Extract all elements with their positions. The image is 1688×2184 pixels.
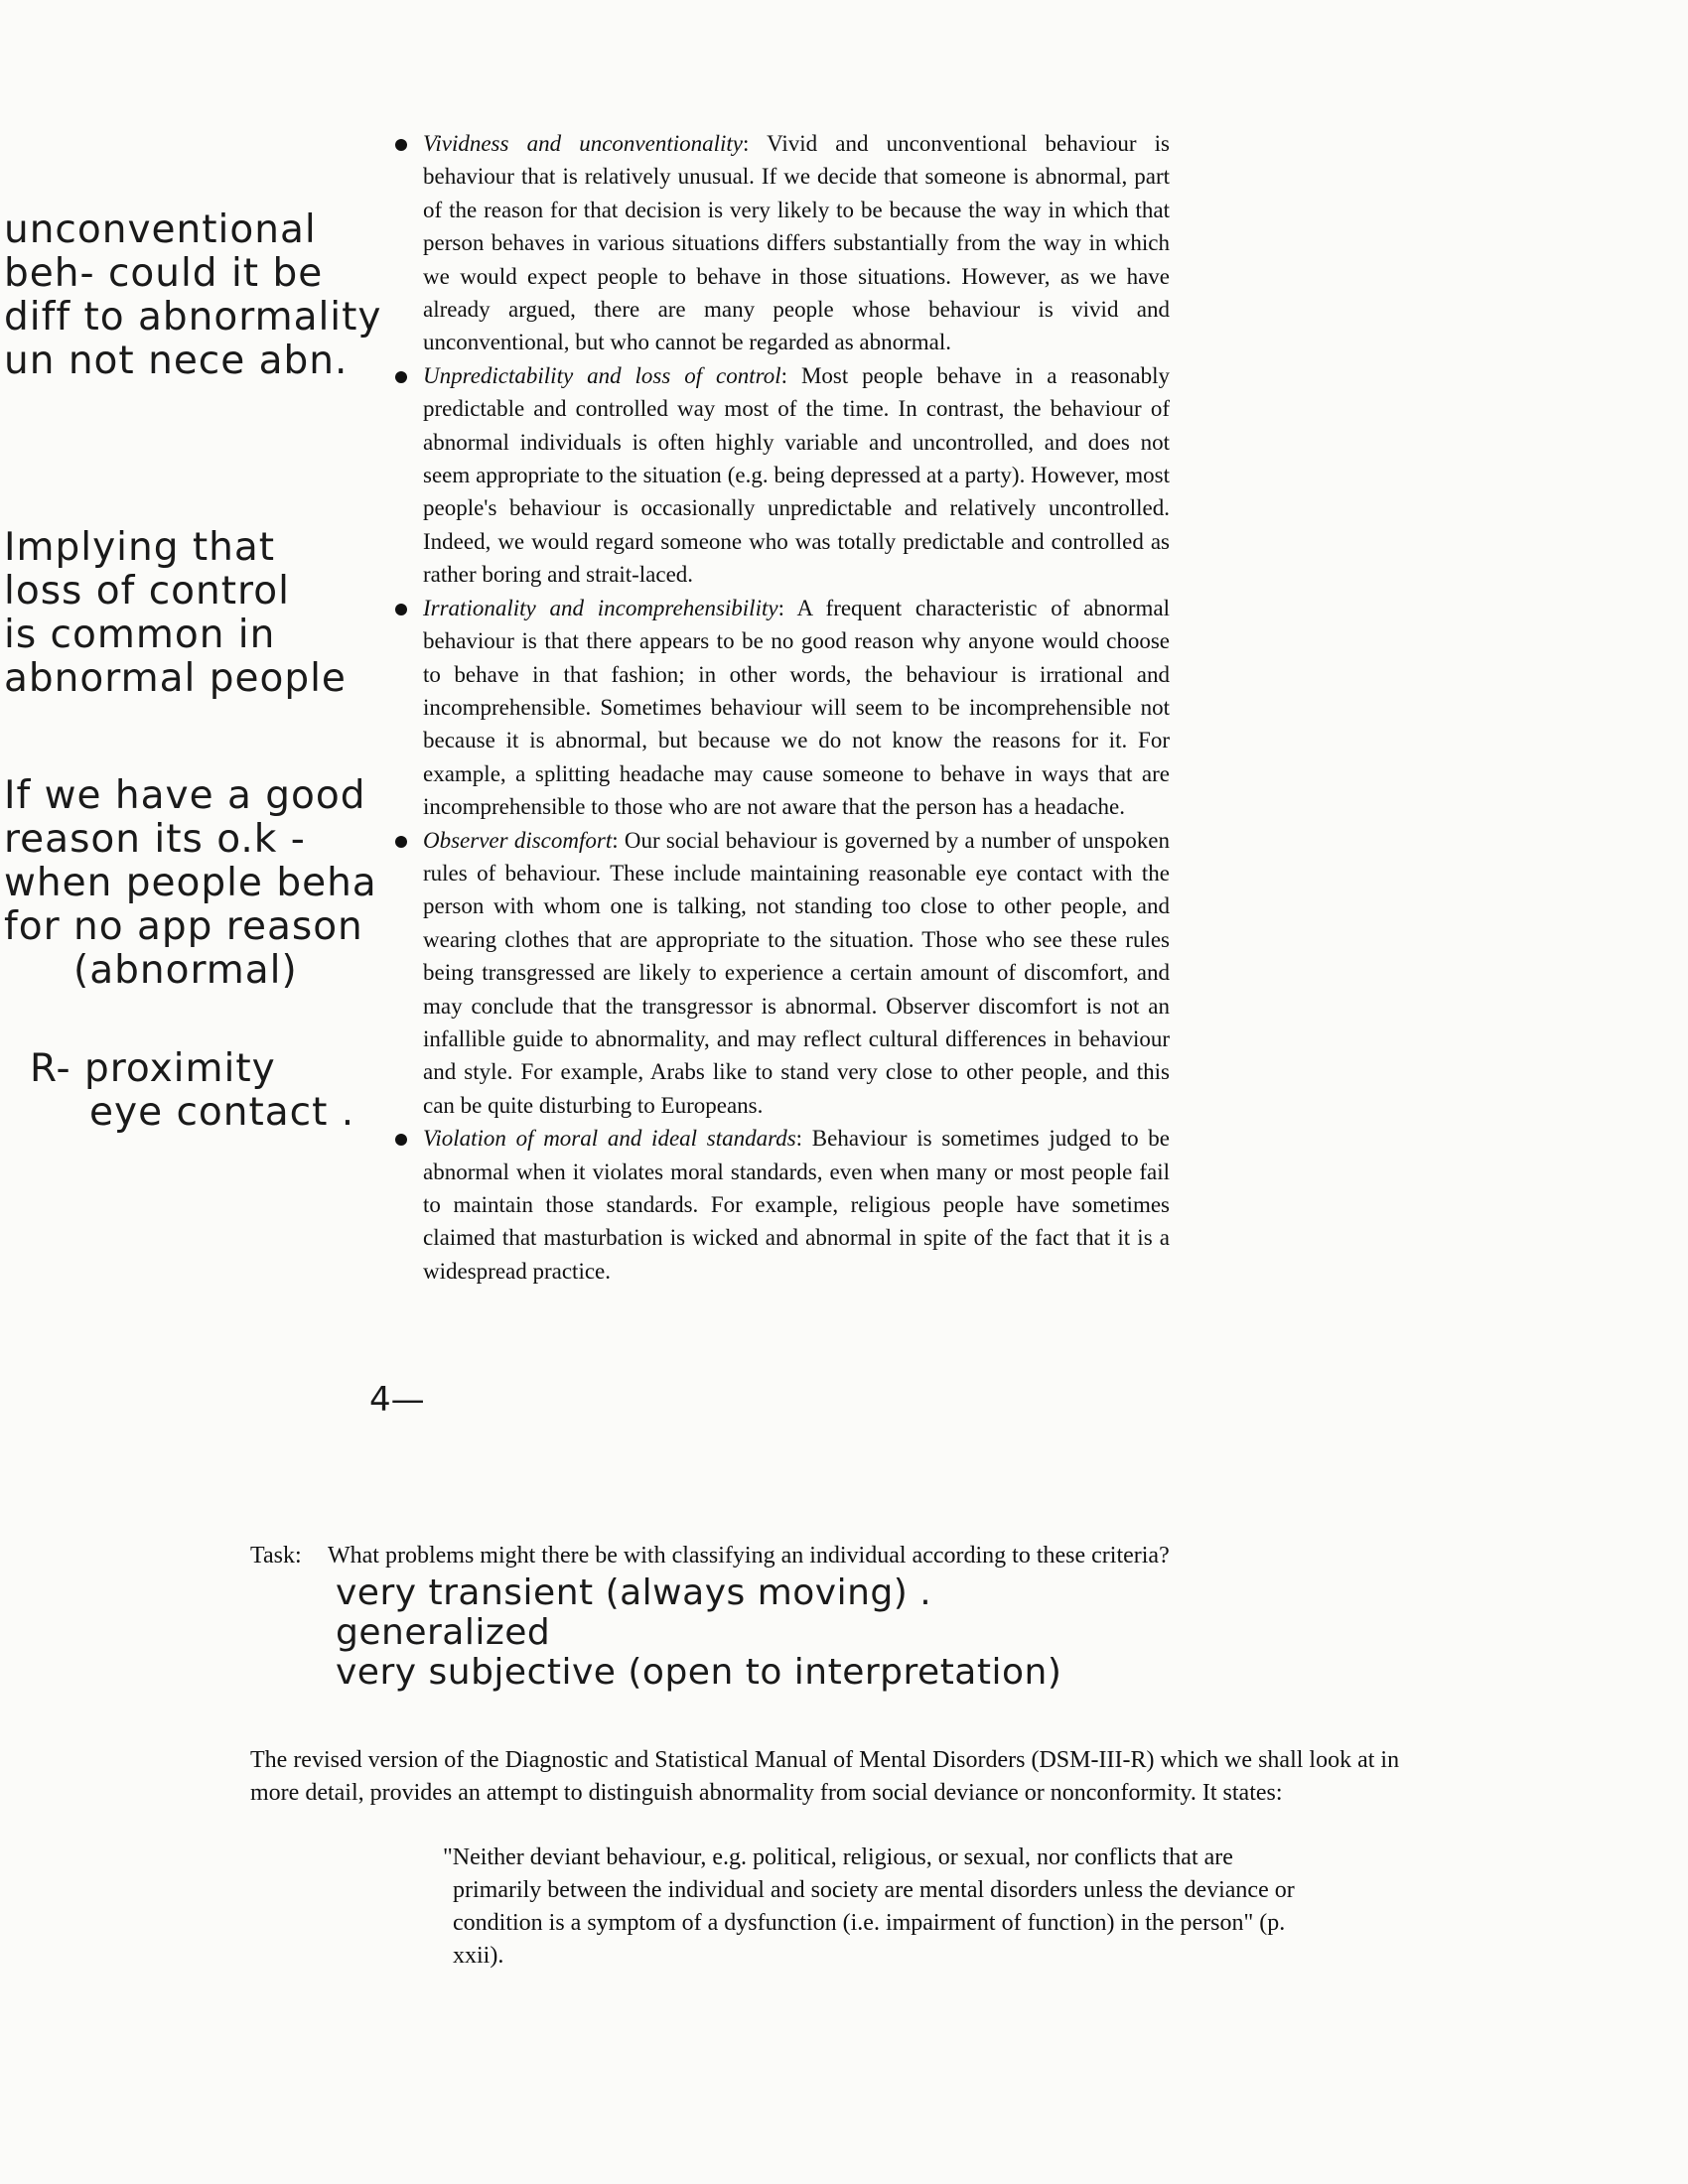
task-question — [250, 1541, 1442, 1570]
bullet-text: Behaviour is sometimes judged to be abnormal when it violates moral standards, even when many or most people fail to maintain those standards. For example, religious people have sometimes claimed that masturbation is wicked and abnormal in spite of the fact that it is a widespread practice. — [423, 1126, 1171, 1284]
bullet-unpredictability: Unpredictability and loss of control: Most people behave in a reasonably predictable and controlled way most of the time. In contrast, the behaviour of abnormal individuals is often highly variable and uncontrolled, and does not seem appropriate to the situation (e.g. being depressed at a party). However, most people's behaviour is occasionally unpredictable and relatively uncontrolled. Indeed, we would regard someone who was totally predictable and controlled as rather boring and strait-laced. — [423, 359, 1170, 592]
margin-note-unconventional: unconventional beh- could it be diff to abnormality un not nece abn. — [4, 207, 382, 383]
task-handwritten-answers — [336, 1573, 1329, 1693]
task-question-text: What problems might there be with classifying an individual according to these criteria? — [328, 1543, 1170, 1569]
arrow-mark: 4— — [369, 1380, 425, 1420]
task-label: Task: — [250, 1543, 302, 1569]
criteria-bullet-list — [395, 127, 1170, 1288]
bullet-irrationality: Irrationality and incomprehensibility: A frequent characteristic of abnormal behaviour is that there appears to be no good reason why anyone would choose to behave in that fashion; in other words, the behaviour is irrational and incomprehensible. Sometimes behaviour will seem to be incomprehensible not because it is abnormal, but because we do not know the reasons for it. For example, a splitting headache may cause someone to behave in ways that are incomprehensible to those who are not aware that the person has a headache. — [423, 592, 1170, 824]
bullet-observer-discomfort: Observer discomfort: Our social behaviour is governed by a number of unspoken rules of behaviour. These include maintaining reasonable eye contact with the person with whom one is talking, not standing too close to other people, and wearing clothes that are appropriate to the situation. Those who see these rules being transgressed are likely to experience a certain amount of discomfort, and may conclude that the transgressor is abnormal. Observer discomfort is not an infallible guide to abnormality, and may reflect cultural differences in behaviour and style. For example, Arabs like to stand very close to other people, and this can be quite disturbing to Europeans. — [423, 824, 1170, 1123]
bullet-text: A frequent characteristic of abnormal behaviour is that there appears to be no good reason why anyone would choose to behave in that fashion; in other words, the behaviour is irrational and incomprehensible. Sometimes behaviour will seem to be incomprehensible not because it is abnormal, but because we do not know the reasons for it. For example, a splitting headache may cause someone to behave in ways that are incomprehensible to those who are not aware that the person has a headache. — [423, 595, 1170, 820]
dsm-quote-text: "Neither deviant behaviour, e.g. political, religious, or sexual, nor conflicts that are primarily between the individual and society are mental disorders unless the deviance or condition is a symptom of a dysfunction (i.e. impairment of function) in the person" (p. xxii). — [443, 1844, 1295, 1969]
bullet-term: Vividness and unconventionality — [423, 131, 743, 156]
bullet-term: Irrationality and incomprehensibility — [423, 595, 778, 620]
bullet-text: Most people behave in a reasonably predictable and controlled way most of the time. In contrast, the behaviour of abnormal individuals is often highly variable and uncontrolled, and does not seem appropriate to the situation (e.g. being depressed at a party). However, most people's behaviour is occasionally unpredictable and relatively uncontrolled. Indeed, we would regard someone who was totally predictable and controlled as rather boring and strait-laced. — [423, 362, 1170, 588]
dsm-quote — [443, 1842, 1317, 1973]
answer-line: generalized — [336, 1612, 551, 1653]
bullet-text: Vivid and unconventional behaviour is behaviour that is relatively unusual. If we decide that someone is abnormal, part of the reason for that decision is very likely to be because the way in which that person behaves in various situations differs substantially from the way in which we would expect people to behave in those situations. However, as we have already argued, there are many people whose behaviour is vivid and unconventional, but who cannot be regarded as abnormal. — [423, 131, 1170, 355]
bullet-term: Violation of moral and ideal standards — [423, 1126, 796, 1152]
bullet-vividness: Vividness and unconventionality: Vivid and unconventional behaviour is behaviour that is relatively unusual. If we decide that someone is abnormal, part of the reason for that decision is very likely to be because the way in which that person behaves in various situations differs substantially from the way in which we would expect people to behave in those situations. However, as we have already argued, there are many people whose behaviour is vivid and unconventional, but who cannot be regarded as abnormal. — [423, 127, 1170, 359]
margin-note-good-reason: If we have a good reason its o.k - when people beha for no app reason (abnormal) — [4, 773, 377, 993]
margin-note-loss-of-control: Implying that loss of control is common in abnormal people — [4, 525, 347, 701]
dsm-paragraph: The revised version of the Diagnostic and Statistical Manual of Mental Disorders (DSM-III-R) which we shall look at in more detail, provides an attempt to distinguish abnormality from social deviance or nonconformity. It states: — [250, 1747, 1400, 1806]
answer-line: very transient (always moving) . — [336, 1572, 932, 1613]
margin-note-proximity: R- proximity eye contact . — [30, 1046, 355, 1135]
bullet-moral-standards: Violation of moral and ideal standards: Behaviour is sometimes judged to be abnormal when it violates moral standards, even when many or most people fail to maintain those standards. For example, religious people have sometimes claimed that masturbation is wicked and abnormal in spite of the fact that it is a widespread practice. — [423, 1122, 1170, 1288]
bullet-text: Our social behaviour is governed by a number of unspoken rules of behaviour. These include maintaining reasonable eye contact with the person with whom one is talking, not standing too close to other people, and wearing clothes that are appropriate to the situation. Those who see these rules being transgressed are likely to experience a certain amount of discomfort, and may conclude that the transgressor is abnormal. Observer discomfort is not an infallible guide to abnormality, and may reflect cultural differences in behaviour and style. For example, Arabs like to stand very close to other people, and this can be quite disturbing to Europeans. — [423, 827, 1170, 1118]
answer-line: very subjective (open to interpretation) — [336, 1652, 1062, 1693]
bullet-term: Unpredictability and loss of control — [423, 362, 781, 388]
bullet-term: Observer discomfort — [423, 827, 613, 853]
